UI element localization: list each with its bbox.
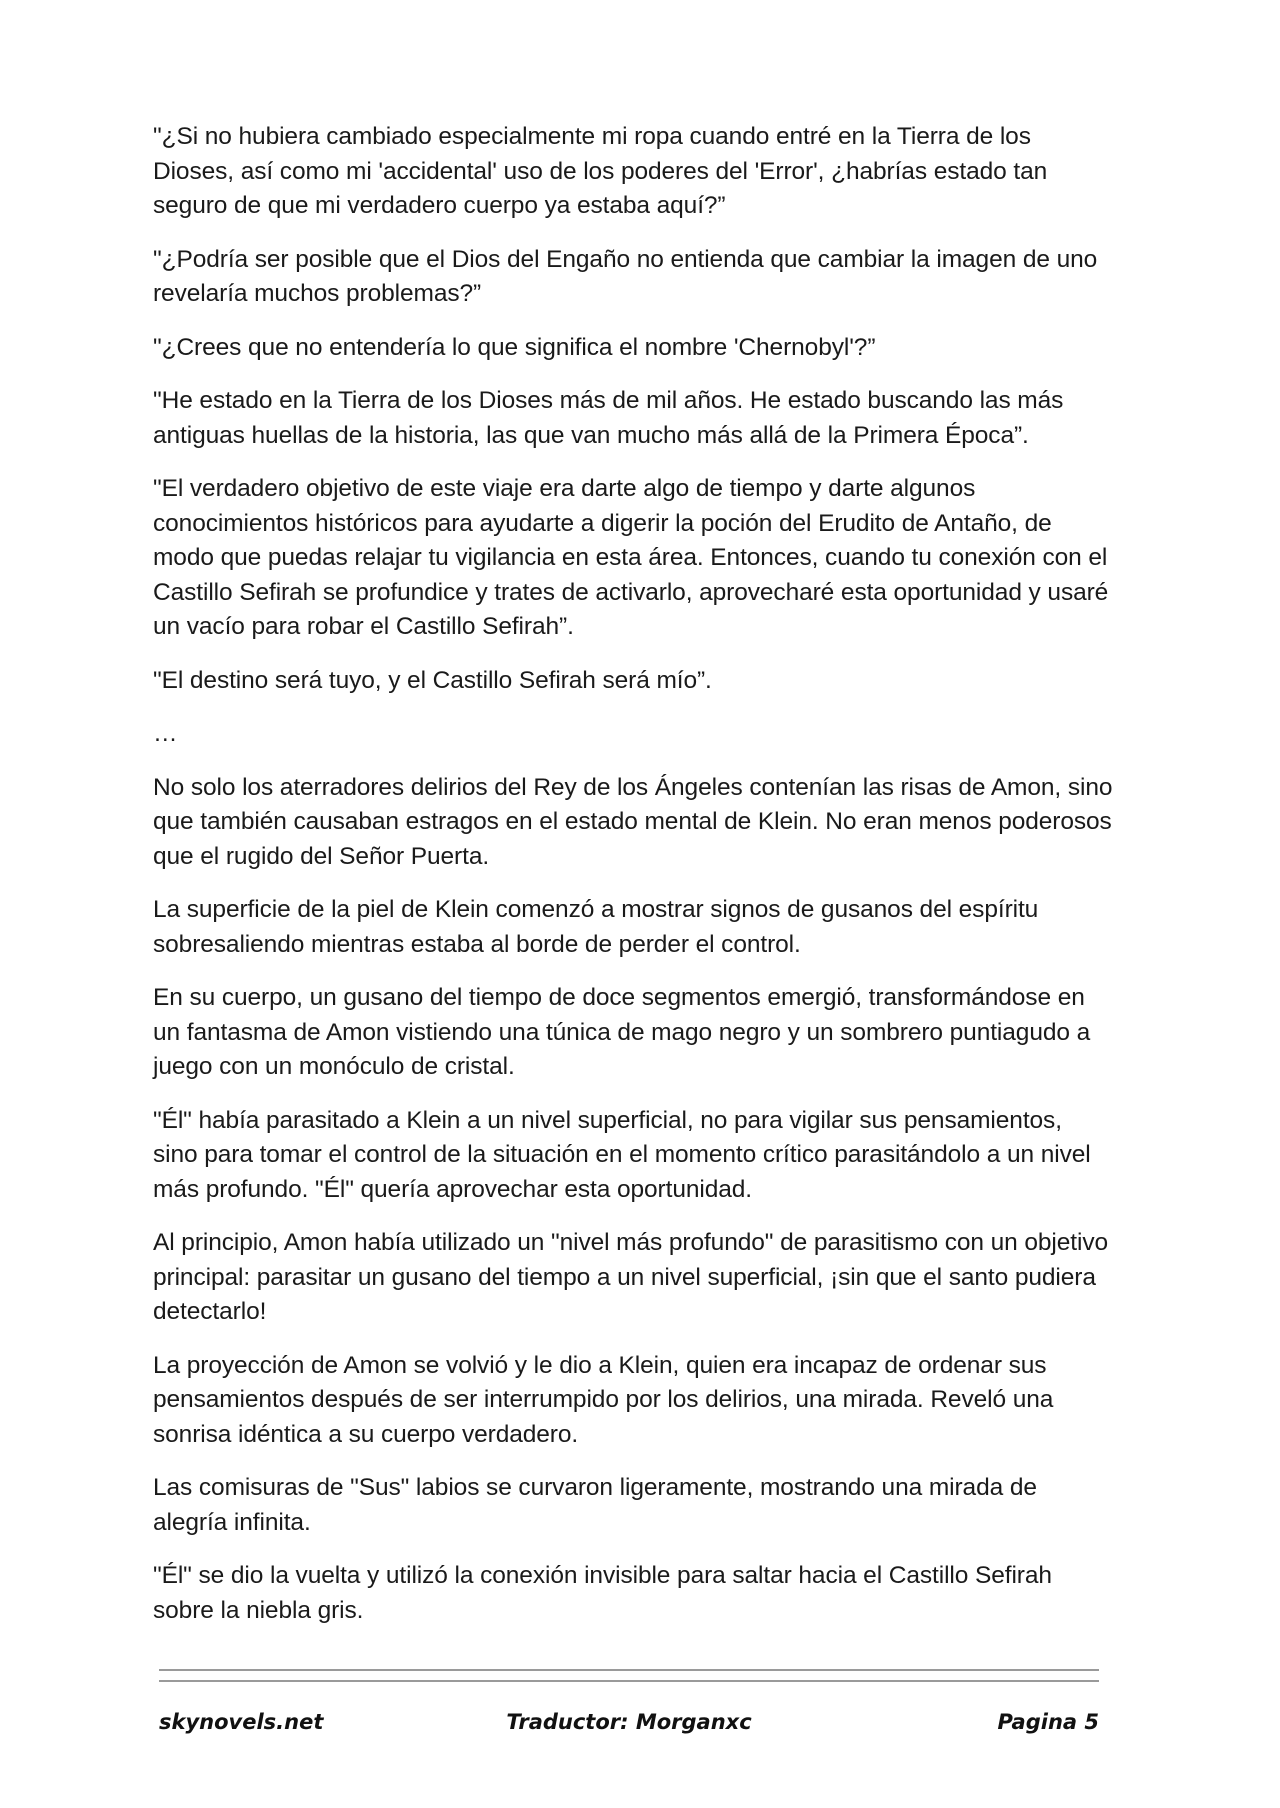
- paragraph: "Él" había parasitado a Klein a un nivel superficial, no para vigilar sus pensamientos, sino para tomar el control de la situación en el momento crítico parasitándolo a un nivel más profundo. "Él" quería aprovechar esta oportunidad.: [153, 1106, 1091, 1203]
- paragraph: Las comisuras de "Sus" labios se curvaron ligeramente, mostrando una mirada de alegría infinita.: [153, 1474, 1037, 1536]
- footer-divider: [159, 1680, 1099, 1682]
- footer-page-number: Pagina 5: [997, 1710, 1099, 1734]
- scene-break: …: [153, 720, 178, 747]
- paragraph: Al principio, Amon había utilizado un "nivel más profundo" de parasitismo con un objetivo principal: parasitar un gusano del tiempo a un nivel superficial, ¡sin que el santo pudiera detectarlo!: [153, 1229, 1109, 1325]
- paragraph: "¿Crees que no entendería lo que significa el nombre 'Chernobyl'?”: [153, 333, 876, 361]
- footer-site: skynovels.net: [159, 1710, 324, 1734]
- paragraph: "Él" se dio la vuelta y utilizó la conexión invisible para saltar hacia el Castillo Sefirah sobre la niebla gris.: [153, 1562, 1052, 1624]
- footer-translator: Traductor: Morganxc: [506, 1710, 752, 1734]
- paragraph: La proyección de Amon se volvió y le dio a Klein, quien era incapaz de ordenar sus pensamientos después de ser interrumpido por los delirios, una mirada. Reveló una sonrisa idéntica a su cuerpo verdadero.: [153, 1351, 1054, 1448]
- paragraph: "El destino será tuyo, y el Castillo Sefirah será mío”.: [153, 666, 712, 694]
- paragraph: "El verdadero objetivo de este viaje era darte algo de tiempo y darte algunos conocimientos históricos para ayudarte a digerir la poción del Erudito de Antaño, de modo que puedas relajar tu vigilancia en esta área. Entonces, cuando tu conexión con el Castillo Sefirah se profundice y trates de activarlo, aprovecharé esta oportunidad y usaré un vacío para robar el Castillo Sefirah”.: [153, 475, 1109, 640]
- footer-divider: [159, 1669, 1099, 1671]
- paragraph: No solo los aterradores delirios del Rey de los Ángeles contenían las risas de Amon, sino que también causaban estragos en el estado mental de Klein. No eran menos poderosos que el rugido del Señor Puerta.: [153, 773, 1113, 870]
- paragraph: "¿Si no hubiera cambiado especialmente mi ropa cuando entré en la Tierra de los Dioses, así como mi 'accidental' uso de los poderes del 'Error', ¿habrías estado tan seguro de que mi verdadero cuerpo ya estaba aquí?”: [153, 123, 1048, 219]
- paragraph: "¿Podría ser posible que el Dios del Engaño no entienda que cambiar la imagen de uno revelaría muchos problemas?”: [153, 245, 1098, 307]
- paragraph: "He estado en la Tierra de los Dioses más de mil años. He estado buscando las más antiguas huellas de la historia, las que van mucho más allá de la Primera Época”.: [153, 387, 1064, 449]
- page-footer: [159, 1710, 1099, 1746]
- document-body: [153, 120, 1113, 1647]
- paragraph: La superficie de la piel de Klein comenzó a mostrar signos de gusanos del espíritu sobresaliendo mientras estaba al borde de perder el control.: [153, 896, 1039, 958]
- paragraph: En su cuerpo, un gusano del tiempo de doce segmentos emergió, transformándose en un fantasma de Amon vistiendo una túnica de mago negro y un sombrero puntiagudo a juego con un monóculo de cristal.: [153, 984, 1091, 1080]
